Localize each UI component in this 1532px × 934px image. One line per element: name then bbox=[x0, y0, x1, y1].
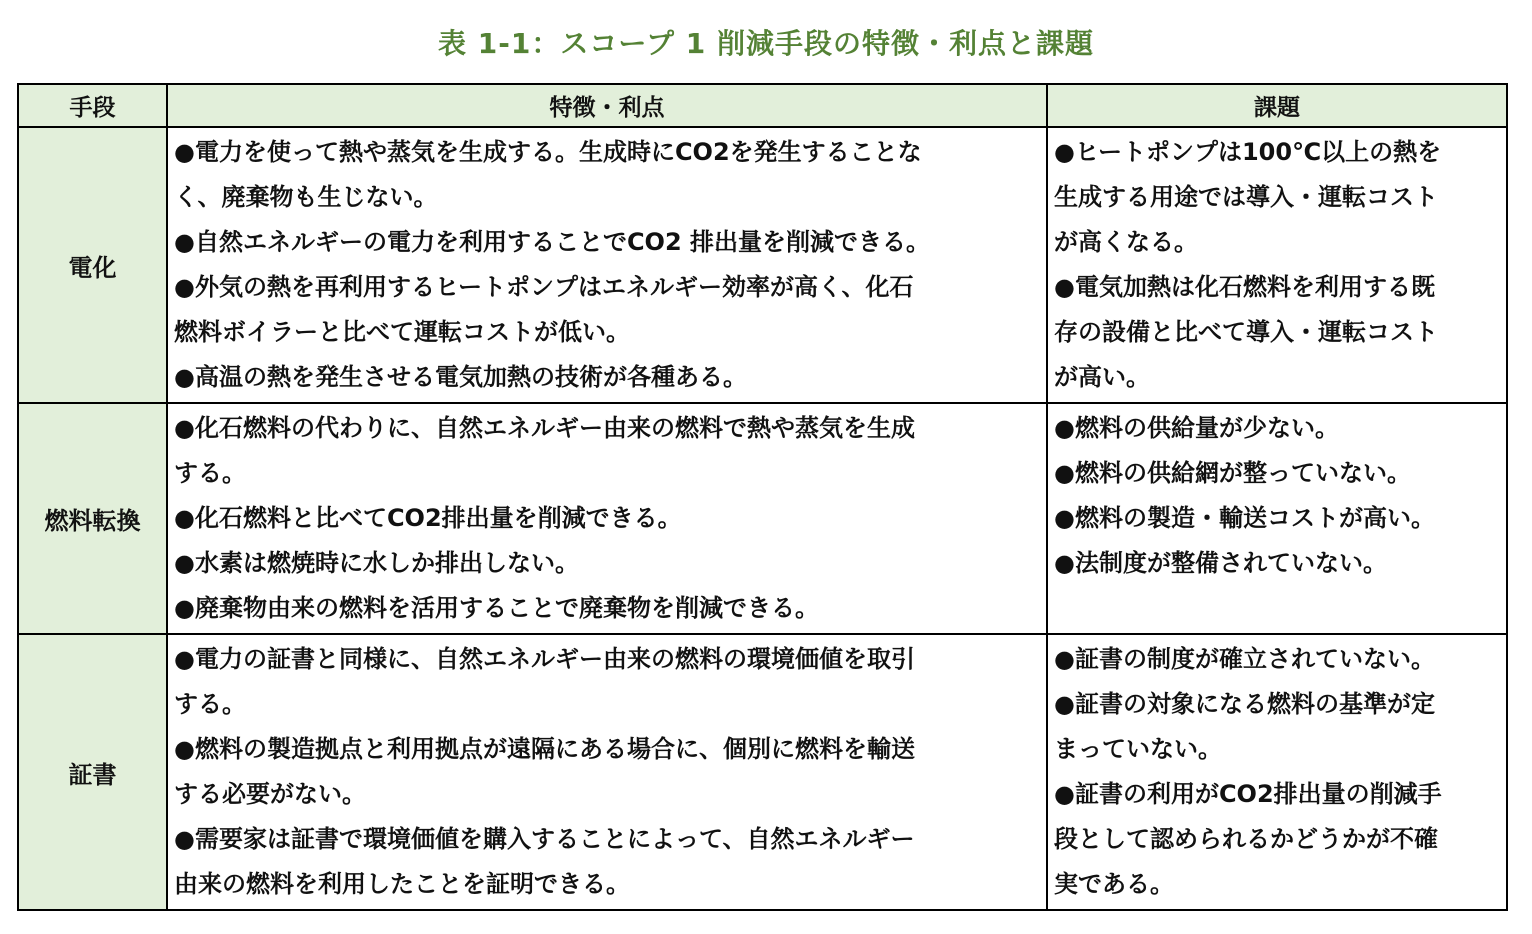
table-row-electrification bbox=[18, 127, 1507, 403]
issues-line: ●証書の対象になる燃料の基準が定 bbox=[1054, 690, 1435, 718]
features-line: ●高温の熱を発生させる電気加熱の技術が各種ある。 bbox=[174, 363, 747, 391]
features-cell bbox=[167, 403, 1047, 634]
features-line: ●自然エネルギーの電力を利用することでCO2 排出量を削減できる。 bbox=[174, 228, 931, 256]
features-line: ●廃棄物由来の燃料を活用することで廃棄物を削減できる。 bbox=[174, 594, 819, 622]
features-line: 燃料ボイラーと比べて運転コストが低い。 bbox=[174, 318, 630, 346]
header-features: 特徴・利点 bbox=[167, 84, 1047, 127]
issues-line: ●法制度が整備されていない。 bbox=[1054, 549, 1387, 577]
issues-line: ●ヒートポンプは100℃以上の熱を bbox=[1054, 138, 1442, 166]
features-line: ●水素は燃焼時に水しか排出しない。 bbox=[174, 549, 579, 577]
features-line: ●需要家は証書で環境価値を購入することによって、自然エネルギー bbox=[174, 825, 915, 853]
features-line: ●燃料の製造拠点と利用拠点が遠隔にある場合に、個別に燃料を輸送 bbox=[174, 735, 915, 763]
table-title: 表 1-1：スコープ 1 削減手段の特徴・利点と課題 bbox=[438, 27, 1094, 60]
features-line: ●電力を使って熱や蒸気を生成する。生成時にCO2を発生することな bbox=[174, 138, 922, 166]
issues-line: 実である。 bbox=[1054, 870, 1174, 898]
issues-line: ●燃料の供給網が整っていない。 bbox=[1054, 459, 1411, 487]
header-method: 手段 bbox=[18, 84, 167, 127]
method-cell: 証書 bbox=[18, 634, 167, 910]
table-row-fuel-switch bbox=[18, 403, 1507, 634]
issues-line: ●燃料の製造・輸送コストが高い。 bbox=[1054, 504, 1435, 532]
issues-cell bbox=[1047, 634, 1507, 910]
features-cell bbox=[167, 127, 1047, 403]
issues-line: が高くなる。 bbox=[1054, 228, 1198, 256]
issues-line: 存の設備と比べて導入・運転コスト bbox=[1054, 318, 1438, 346]
features-line: ●化石燃料の代わりに、自然エネルギー由来の燃料で熱や蒸気を生成 bbox=[174, 414, 915, 442]
issues-line: ●電気加熱は化石燃料を利用する既 bbox=[1054, 273, 1435, 301]
method-cell: 燃料転換 bbox=[18, 403, 167, 634]
issues-cell bbox=[1047, 127, 1507, 403]
issues-line: 生成する用途では導入・運転コスト bbox=[1054, 183, 1438, 211]
issues-line: が高い。 bbox=[1054, 363, 1150, 391]
features-line: する。 bbox=[174, 690, 246, 718]
issues-cell bbox=[1047, 403, 1507, 634]
features-line: ●外気の熱を再利用するヒートポンプはエネルギー効率が高く、化石 bbox=[174, 273, 914, 301]
issues-line: ●燃料の供給量が少ない。 bbox=[1054, 414, 1339, 442]
issues-line: ●証書の利用がCO2排出量の削減手 bbox=[1054, 780, 1442, 808]
features-line: 由来の燃料を利用したことを証明できる。 bbox=[174, 870, 630, 898]
comparison-table bbox=[17, 83, 1508, 911]
features-line: する。 bbox=[174, 459, 246, 487]
header-issues: 課題 bbox=[1047, 84, 1507, 127]
table-row-certificates bbox=[18, 634, 1507, 910]
issues-line: 段として認められるかどうかが不確 bbox=[1054, 825, 1438, 853]
features-line: ●化石燃料と比べてCO2排出量を削減できる。 bbox=[174, 504, 682, 532]
issues-line: まっていない。 bbox=[1054, 735, 1222, 763]
issues-line: ●証書の制度が確立されていない。 bbox=[1054, 645, 1435, 673]
method-cell: 電化 bbox=[18, 127, 167, 403]
features-line: する必要がない。 bbox=[174, 780, 366, 808]
features-line: く、廃棄物も生じない。 bbox=[174, 183, 438, 211]
features-line: ●電力の証書と同様に、自然エネルギー由来の燃料の環境価値を取引 bbox=[174, 645, 915, 673]
features-cell bbox=[167, 634, 1047, 910]
header-row bbox=[18, 84, 1507, 127]
